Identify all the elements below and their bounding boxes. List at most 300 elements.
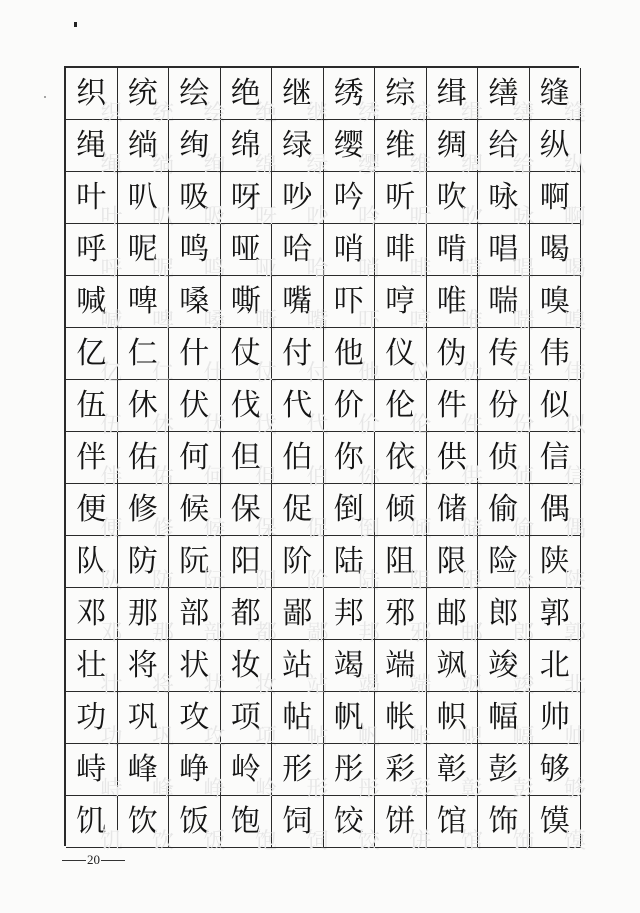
practice-character: 亿	[76, 335, 107, 371]
practice-character: 绘	[179, 75, 210, 111]
practice-character: 伴	[76, 439, 107, 475]
practice-character: 呼	[76, 231, 107, 267]
grid-cell	[169, 380, 226, 438]
page-number	[62, 852, 125, 868]
grid-cell	[118, 380, 174, 438]
faded-guide-character: 吵	[306, 205, 329, 230]
practice-character: 攻	[179, 699, 210, 735]
grid-cell	[272, 276, 329, 334]
grid-cell	[530, 380, 586, 438]
faded-guide-character: 喊	[100, 309, 123, 334]
practice-character: 哑	[230, 231, 261, 267]
faded-guide-character: 修	[151, 517, 174, 542]
grid-cell	[66, 328, 123, 386]
faded-guide-character: 北	[563, 673, 586, 698]
faded-guide-character: 防	[151, 569, 174, 594]
practice-character: 都	[230, 595, 261, 631]
practice-character: 鄙	[282, 595, 313, 631]
faded-guide-character: 依	[409, 465, 432, 490]
faded-guide-character: 哨	[357, 257, 380, 282]
grid-cell	[118, 744, 174, 802]
faded-guide-character: 吹	[460, 205, 483, 230]
grid-cell	[221, 120, 277, 178]
grid-cell	[221, 380, 277, 438]
faded-guide-character: 啤	[151, 309, 174, 334]
grid-cell	[66, 536, 123, 594]
faded-guide-character: 嗓	[203, 309, 226, 334]
grid-cell	[427, 224, 483, 282]
grid-cell	[478, 588, 535, 646]
practice-character: 峰	[127, 751, 158, 787]
faded-guide-character: 将	[151, 673, 174, 698]
practice-character: 伍	[76, 387, 107, 423]
practice-character: 帜	[436, 699, 467, 735]
faded-guide-character: 陕	[563, 569, 586, 594]
faded-guide-character: 幅	[512, 725, 535, 750]
practice-character: 什	[179, 335, 210, 371]
practice-character: 喊	[76, 283, 107, 319]
practice-character: 啤	[127, 283, 158, 319]
faded-guide-character: 郭	[563, 621, 586, 646]
practice-character: 饲	[282, 803, 313, 839]
faded-guide-character: 彤	[357, 777, 380, 802]
speck	[44, 96, 46, 98]
grid-cell	[530, 536, 586, 594]
practice-character: 部	[179, 595, 210, 631]
practice-character: 喝	[539, 231, 570, 267]
faded-guide-character: 仪	[409, 361, 432, 386]
faded-guide-character: 帐	[409, 725, 432, 750]
grid-cell	[324, 588, 380, 646]
practice-character: 但	[230, 439, 261, 475]
calligraphy-practice-grid	[64, 66, 586, 854]
grid-cell	[118, 640, 174, 698]
grid-cell	[66, 692, 123, 750]
practice-character: 付	[282, 335, 313, 371]
grid-cell	[272, 68, 329, 126]
faded-guide-character: 绿	[306, 153, 329, 178]
grid-cell	[530, 484, 586, 542]
practice-character: 啡	[385, 231, 416, 267]
practice-character: 统	[127, 75, 158, 111]
faded-guide-character: 呼	[100, 257, 123, 282]
grid-cell	[478, 484, 535, 542]
grid-cell	[169, 640, 226, 698]
grid-cell	[427, 588, 483, 646]
faded-guide-character: 嘶	[254, 309, 277, 334]
faded-guide-character: 代	[306, 413, 329, 438]
grid-cell	[324, 172, 380, 230]
faded-guide-character: 他	[357, 361, 380, 386]
practice-character: 偷	[488, 491, 519, 527]
grid-cell	[66, 276, 123, 334]
practice-character: 饺	[333, 803, 364, 839]
grid-cell	[375, 484, 432, 542]
faded-guide-character: 项	[254, 725, 277, 750]
grid-cell	[375, 692, 432, 750]
practice-character: 功	[76, 699, 107, 735]
practice-character: 吓	[333, 283, 364, 319]
practice-character: 绸	[436, 127, 467, 163]
practice-character: 唯	[436, 283, 467, 319]
grid-cell	[118, 120, 174, 178]
faded-guide-character: 邮	[460, 621, 483, 646]
grid-cell	[427, 120, 483, 178]
practice-character: 啊	[539, 179, 570, 215]
faded-guide-character: 哼	[409, 309, 432, 334]
grid-cell	[375, 172, 432, 230]
faded-guide-character: 叶	[100, 205, 123, 230]
grid-cell	[324, 796, 380, 854]
grid-cell	[169, 120, 226, 178]
grid-cell	[375, 120, 432, 178]
practice-character: 险	[488, 543, 519, 579]
grid-cell	[427, 328, 483, 386]
practice-character: 吟	[333, 179, 364, 215]
practice-character: 阳	[230, 543, 261, 579]
faded-guide-character: 唱	[512, 257, 535, 282]
faded-guide-character: 竭	[357, 673, 380, 698]
grid-cell	[375, 328, 432, 386]
grid-cell	[66, 640, 123, 698]
grid-cell	[169, 68, 226, 126]
faded-guide-character: 伦	[409, 413, 432, 438]
grid-cell	[427, 68, 483, 126]
faded-guide-character: 馆	[460, 829, 483, 854]
faded-guide-character: 何	[203, 465, 226, 490]
grid-cell	[427, 536, 483, 594]
faded-guide-character: 候	[203, 517, 226, 542]
practice-character: 阮	[179, 543, 210, 579]
faded-guide-character: 陆	[357, 569, 380, 594]
grid-cell	[478, 328, 535, 386]
faded-guide-character: 仗	[254, 361, 277, 386]
practice-character: 依	[385, 439, 416, 475]
faded-guide-character: 缨	[357, 153, 380, 178]
faded-guide-character: 帜	[460, 725, 483, 750]
grid-cell	[272, 588, 329, 646]
practice-character: 端	[385, 647, 416, 683]
grid-cell	[221, 536, 277, 594]
grid-cell	[375, 432, 432, 490]
faded-guide-character: 飒	[460, 673, 483, 698]
practice-character: 吵	[282, 179, 313, 215]
faded-guide-character: 维	[409, 153, 432, 178]
practice-character: 他	[333, 335, 364, 371]
practice-character: 防	[127, 543, 158, 579]
faded-guide-character: 形	[306, 777, 329, 802]
faded-guide-character: 鸣	[203, 257, 226, 282]
faded-guide-character: 攻	[203, 725, 226, 750]
grid-cell	[118, 484, 174, 542]
grid-cell	[272, 640, 329, 698]
grid-cell	[118, 692, 174, 750]
corner-mark	[74, 22, 77, 27]
grid-cell	[221, 276, 277, 334]
faded-guide-character: 件	[460, 413, 483, 438]
faded-guide-character: 但	[254, 465, 277, 490]
practice-character: 妆	[230, 647, 261, 683]
practice-character: 状	[179, 647, 210, 683]
grid-cell	[375, 588, 432, 646]
grid-cell	[324, 432, 380, 490]
practice-character: 缝	[539, 75, 570, 111]
practice-character: 侦	[488, 439, 519, 475]
grid-cell	[272, 120, 329, 178]
faded-guide-character: 呢	[151, 257, 174, 282]
faded-guide-character: 队	[100, 569, 123, 594]
grid-cell	[427, 380, 483, 438]
faded-guide-character: 似	[563, 413, 586, 438]
grid-cell	[324, 120, 380, 178]
practice-character: 阻	[385, 543, 416, 579]
grid-cell	[324, 692, 380, 750]
faded-guide-character: 阻	[409, 569, 432, 594]
grid-cell	[427, 744, 483, 802]
practice-character: 彩	[385, 751, 416, 787]
practice-character: 郎	[488, 595, 519, 631]
grid-cell	[478, 380, 535, 438]
faded-guide-character: 饭	[203, 829, 226, 854]
grid-cell	[478, 692, 535, 750]
practice-character: 绿	[282, 127, 313, 163]
practice-character: 仗	[230, 335, 261, 371]
faded-guide-character: 饮	[151, 829, 174, 854]
faded-guide-character: 阶	[306, 569, 329, 594]
practice-character: 你	[333, 439, 364, 475]
practice-character: 陆	[333, 543, 364, 579]
practice-character: 鸣	[179, 231, 210, 267]
grid-cell	[66, 380, 123, 438]
practice-character: 竭	[333, 647, 364, 683]
faded-guide-character: 啃	[460, 257, 483, 282]
faded-guide-character: 险	[512, 569, 535, 594]
faded-guide-character: 阮	[203, 569, 226, 594]
faded-guide-character: 峙	[100, 777, 123, 802]
faded-guide-character: 份	[512, 413, 535, 438]
practice-character: 阶	[282, 543, 313, 579]
practice-character: 绱	[127, 127, 158, 163]
faded-guide-character: 喝	[563, 257, 586, 282]
practice-character: 饮	[127, 803, 158, 839]
faded-guide-character: 倾	[409, 517, 432, 542]
faded-guide-character: 竣	[512, 673, 535, 698]
practice-character: 馆	[436, 803, 467, 839]
faded-guide-character: 吓	[357, 309, 380, 334]
faded-guide-character: 便	[100, 517, 123, 542]
faded-guide-character: 伏	[203, 413, 226, 438]
practice-character: 休	[127, 387, 158, 423]
practice-character: 纵	[539, 127, 570, 163]
faded-guide-character: 嗅	[563, 309, 586, 334]
practice-character: 佑	[127, 439, 158, 475]
practice-character: 综	[385, 75, 416, 111]
faded-guide-character: 什	[203, 361, 226, 386]
grid-cell	[169, 588, 226, 646]
faded-guide-character: 哈	[306, 257, 329, 282]
practice-character: 缉	[436, 75, 467, 111]
faded-guide-character: 绸	[460, 153, 483, 178]
faded-guide-character: 咏	[512, 205, 535, 230]
faded-guide-character: 唯	[460, 309, 483, 334]
faded-guide-character: 偷	[512, 517, 535, 542]
faded-guide-character: 彩	[409, 777, 432, 802]
grid-cell	[169, 328, 226, 386]
practice-character: 形	[282, 751, 313, 787]
grid-cell	[66, 120, 123, 178]
grid-cell	[66, 224, 123, 282]
grid-cell	[427, 692, 483, 750]
faded-guide-character: 饥	[100, 829, 123, 854]
grid-cell	[375, 536, 432, 594]
faded-guide-character: 伐	[254, 413, 277, 438]
practice-character: 帅	[539, 699, 570, 735]
grid-cell	[530, 224, 586, 282]
faded-guide-character: 绳	[100, 153, 123, 178]
grid-cell	[66, 432, 123, 490]
grid-cell	[324, 484, 380, 542]
faded-guide-character: 你	[357, 465, 380, 490]
grid-cell	[478, 172, 535, 230]
grid-cell	[530, 328, 586, 386]
faded-guide-character: 绵	[254, 153, 277, 178]
practice-character: 仪	[385, 335, 416, 371]
grid-cell	[169, 224, 226, 282]
faded-guide-character: 饺	[357, 829, 380, 854]
grid-cell	[478, 536, 535, 594]
grid-cell	[221, 692, 277, 750]
faded-guide-character: 价	[357, 413, 380, 438]
practice-character: 绣	[333, 75, 364, 111]
grid-cell	[169, 432, 226, 490]
grid-cell	[118, 588, 174, 646]
faded-guide-character: 端	[409, 673, 432, 698]
faded-guide-character: 饼	[409, 829, 432, 854]
grid-cell	[427, 276, 483, 334]
practice-character: 哨	[333, 231, 364, 267]
page-number-dash-right	[101, 860, 125, 861]
faded-guide-character: 信	[563, 465, 586, 490]
faded-guide-character: 彭	[512, 777, 535, 802]
practice-character: 织	[76, 75, 107, 111]
practice-character: 修	[127, 491, 158, 527]
grid-cell	[478, 432, 535, 490]
grid-cell	[375, 68, 432, 126]
practice-character: 叶	[76, 179, 107, 215]
faded-guide-character: 统	[151, 101, 174, 126]
grid-cell	[169, 692, 226, 750]
faded-guide-character: 伴	[100, 465, 123, 490]
grid-cell	[272, 484, 329, 542]
grid-cell	[221, 224, 277, 282]
grid-cell	[221, 172, 277, 230]
practice-character: 邪	[385, 595, 416, 631]
grid-cell	[66, 484, 123, 542]
grid-cell	[478, 796, 535, 854]
grid-cell	[272, 224, 329, 282]
practice-character: 项	[230, 699, 261, 735]
practice-character: 呀	[230, 179, 261, 215]
faded-guide-character: 听	[409, 205, 432, 230]
faded-guide-character: 饲	[306, 829, 329, 854]
practice-character: 倒	[333, 491, 364, 527]
grid-cell	[530, 172, 586, 230]
faded-guide-character: 缝	[563, 101, 586, 126]
practice-character: 峙	[76, 751, 107, 787]
practice-character: 叭	[127, 179, 158, 215]
grid-cell	[324, 328, 380, 386]
faded-guide-character: 佑	[151, 465, 174, 490]
faded-guide-character: 叭	[151, 205, 174, 230]
grid-cell	[530, 588, 586, 646]
faded-guide-character: 吟	[357, 205, 380, 230]
page-number-text: 20	[87, 852, 100, 867]
faded-guide-character: 综	[409, 101, 432, 126]
practice-character: 饥	[76, 803, 107, 839]
faded-guide-character: 鄙	[306, 621, 329, 646]
practice-character: 嗅	[539, 283, 570, 319]
practice-character: 饱	[230, 803, 261, 839]
practice-character: 巩	[127, 699, 158, 735]
practice-character: 倾	[385, 491, 416, 527]
practice-character: 邮	[436, 595, 467, 631]
practice-character: 缨	[333, 127, 364, 163]
grid-cell	[478, 68, 535, 126]
grid-cell	[169, 536, 226, 594]
grid-cell	[375, 796, 432, 854]
practice-character: 咏	[488, 179, 519, 215]
faded-guide-character: 促	[306, 517, 329, 542]
practice-character: 件	[436, 387, 467, 423]
practice-character: 促	[282, 491, 313, 527]
faded-guide-character: 储	[460, 517, 483, 542]
grid-cell	[118, 276, 174, 334]
faded-guide-character: 邦	[357, 621, 380, 646]
practice-character: 嗓	[179, 283, 210, 319]
faded-guide-character: 哑	[254, 257, 277, 282]
faded-guide-character: 伪	[460, 361, 483, 386]
faded-guide-character: 付	[306, 361, 329, 386]
practice-character: 嘴	[282, 283, 313, 319]
grid-cell	[427, 484, 483, 542]
practice-character: 嘶	[230, 283, 261, 319]
grid-cell	[478, 120, 535, 178]
grid-cell	[221, 68, 277, 126]
grid-cell	[221, 640, 277, 698]
faded-guide-character: 绚	[203, 153, 226, 178]
grid-cell	[324, 276, 380, 334]
practice-character: 伟	[539, 335, 570, 371]
practice-character: 伦	[385, 387, 416, 423]
practice-character: 饭	[179, 803, 210, 839]
grid-cell	[272, 432, 329, 490]
grid-cell	[118, 432, 174, 490]
grid-cell	[118, 536, 174, 594]
grid-cell	[427, 796, 483, 854]
faded-guide-character: 绣	[357, 101, 380, 126]
practice-character: 饼	[385, 803, 416, 839]
grid-cell	[427, 640, 483, 698]
faded-guide-character: 峥	[203, 777, 226, 802]
grid-cell	[118, 328, 174, 386]
faded-guide-character: 传	[512, 361, 535, 386]
practice-character: 邦	[333, 595, 364, 631]
grid-cell	[530, 744, 586, 802]
faded-guide-character: 帖	[306, 725, 329, 750]
grid-cell	[478, 276, 535, 334]
grid-cell	[530, 796, 586, 854]
faded-guide-character: 那	[151, 621, 174, 646]
